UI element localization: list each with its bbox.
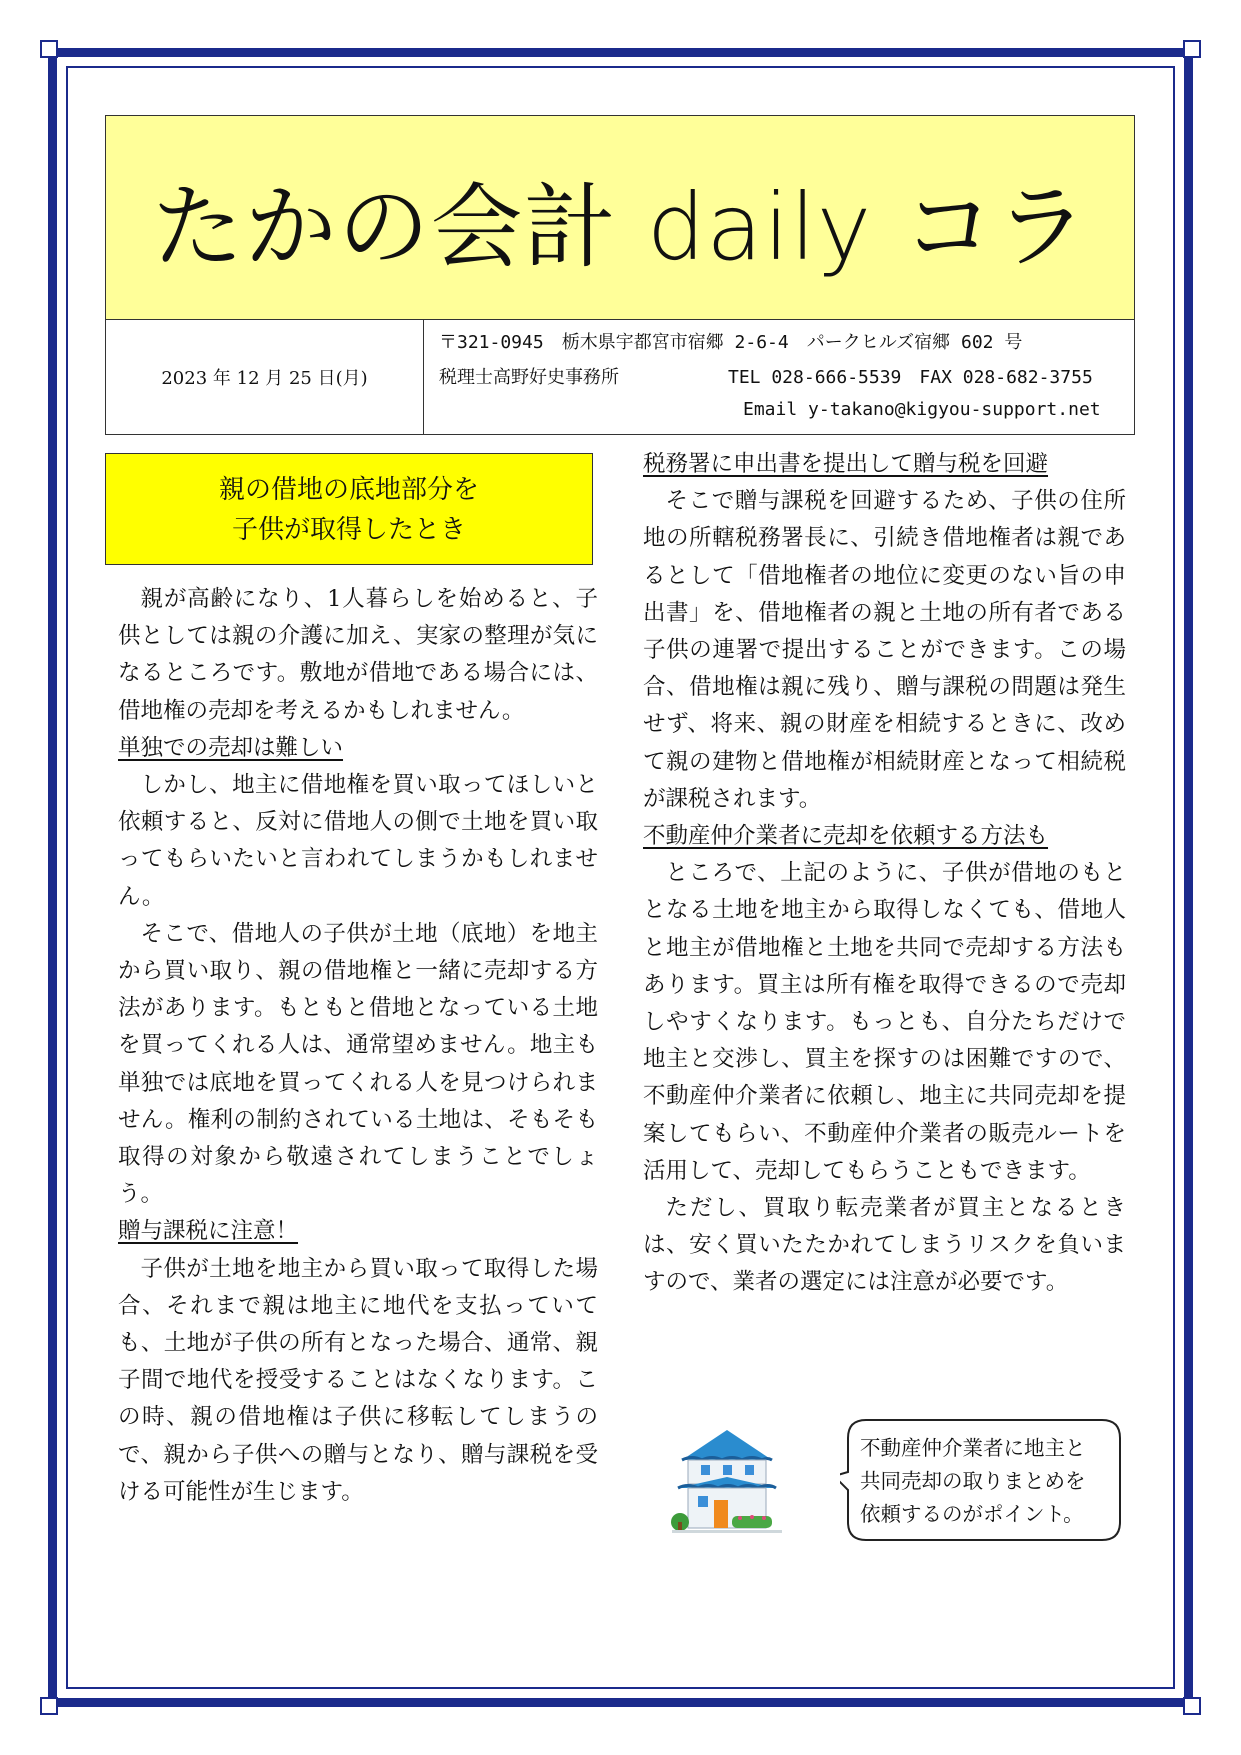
border-corner-ornament — [1183, 1697, 1201, 1715]
article-title-box — [105, 453, 593, 565]
body-paragraph: ただし、買取り転売業者が買主となるときは、安く買いたたかれてしまうリスクを負いますので、業者の選定には注意が必要です。 — [643, 1195, 1126, 1296]
border-corner-ornament — [40, 1697, 58, 1715]
section-heading: 税務署に申出書を提出して贈与税を回避 — [643, 451, 1049, 477]
office-name: 税理士高野好史事務所 — [439, 367, 619, 388]
callout-line: 不動産仲介業者に地主と — [860, 1436, 1086, 1460]
date-cell — [106, 320, 424, 434]
house-illustration-icon — [668, 1422, 786, 1537]
body-paragraph: しかし、地主に借地権を買い取ってほしいと依頼すると、反対に借地人の側で土地を買い取ってもらいたいと言われてしまうかもしれません。 — [118, 772, 598, 910]
article-title-line1: 親の借地の底地部分を — [218, 475, 479, 505]
newsletter-title: たかの会計 daily コラ — [151, 174, 1089, 281]
masthead — [105, 115, 1135, 320]
border-corner-ornament — [1183, 40, 1201, 58]
body-paragraph: そこで、借地人の子供が土地（底地）を地主から買い取り、親の借地権と一緒に売却する方法があります。もともと借地となっている土地を買ってくれる人は、通常望めません。地主も単独では底地を買ってくれる人を見つけられません。権利の制約されている土地は、そもそも取得の対象から敬遠されてしまうことでしょう。 — [118, 920, 598, 1208]
callout-text — [860, 1432, 1110, 1531]
article-title-line2: 子供が取得したとき — [231, 515, 466, 545]
body-paragraph: 子供が土地を地主から買い取って取得した場合、それまで親は地主に地代を支払っていても、土地が子供の所有となった場合、通常、親子間で地代を授受することはなくなります。この時、親の借地権は子供に移転してしまうので、親から子供への贈与となり、贈与課税を受ける可能性が生じます。 — [118, 1255, 598, 1505]
section-heading: 単独での売却は難しい — [118, 734, 344, 761]
speech-callout — [840, 1418, 1122, 1542]
body-paragraph: ところで、上記のように、子供が借地のもととなる土地を地主から取得しなくても、借地人と地主が借地権と土地を共同で売却する方法もあります。買主は所有権を取得できるので売却しやすくなります。もっとも、自分たちだけで地主と交渉し、買主を探すのは困難ですので、不動産仲介業者に依頼し、地主に共同売却を提案してもらい、不動産仲介業者の販売ルートを活用して、売却してもらうこともできます。 — [643, 860, 1126, 1184]
body-paragraph: そこで贈与課税を回避するため、子供の住所地の所轄税務署長に、引続き借地権者は親であるとして「借地権者の地位に変更のない旨の申出書」を、借地権者の親と土地の所有者である子供の連署で提出することができます。この場合、借地権は親に残り、贈与課税の問題は発生せず、将来、親の財産を相続するときに、改めて親の建物と借地権が相続財産となって相続税が課税されます。 — [643, 488, 1126, 812]
border-corner-ornament — [40, 40, 58, 58]
callout-line: 共同売却の取りまとめを — [860, 1469, 1086, 1493]
issue-date: 2023 年 12 月 25 日(月) — [161, 368, 368, 389]
section-heading: 不動産仲介業者に売却を依頼する方法も — [643, 823, 1049, 850]
left-column — [118, 581, 598, 1511]
office-email: Email y-takano@kigyou-support.net — [743, 399, 1101, 420]
office-phone-fax: TEL 028-666-5539 FAX 028-682-3755 — [728, 367, 1093, 388]
intro-paragraph: 親が高齢になり、1人暮らしを始めると、子供としては親の介護に加え、実家の整理が気になるところです。敷地が借地である場合には、借地権の売却を考えるかもしれません。 — [118, 586, 598, 724]
info-bar — [105, 320, 1135, 435]
right-column — [643, 446, 1126, 1302]
office-address: 〒321-0945 栃木県宇都宮市宿郷 2-6-4 パークヒルズ宿郷 602 号 — [439, 332, 1023, 353]
section-heading: 贈与課税に注意！ — [118, 1218, 299, 1245]
callout-line: 依頼するのがポイント。 — [860, 1502, 1084, 1526]
